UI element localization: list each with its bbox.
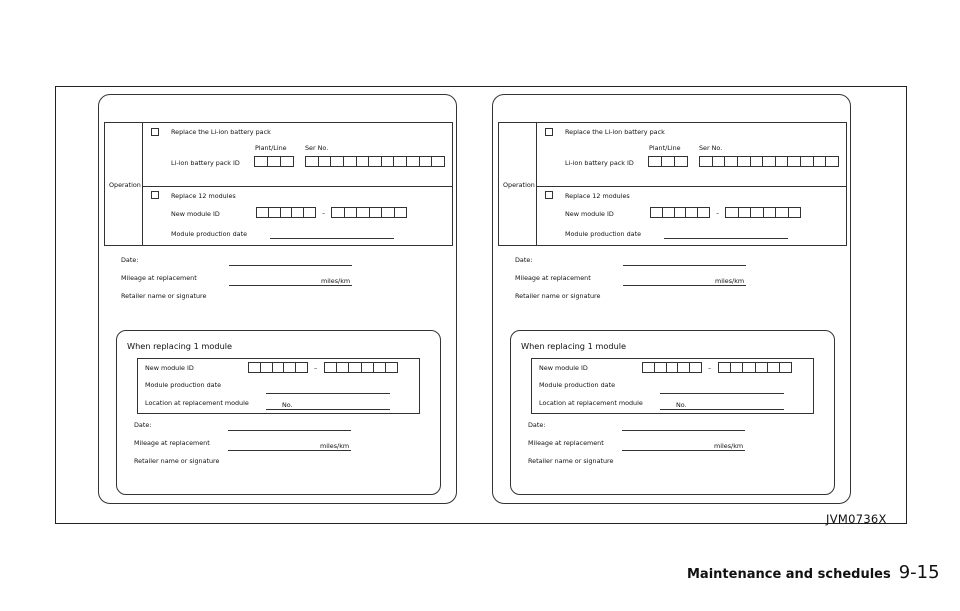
- ser-no-label: Ser No.: [305, 144, 329, 152]
- replace-modules-checkbox[interactable]: [545, 191, 553, 199]
- single-production-date-line[interactable]: [660, 393, 784, 394]
- replace-modules-label: Replace 12 modules: [171, 192, 236, 200]
- mileage-line[interactable]: [229, 285, 352, 286]
- operation-label: Operation: [503, 181, 535, 189]
- pack-id-label: Li-ion battery pack ID: [171, 159, 240, 167]
- ser-no-boxes[interactable]: [305, 156, 445, 167]
- single-mileage-line[interactable]: [622, 450, 745, 451]
- miles-km-label: miles/km: [320, 442, 350, 450]
- operation-divider: [143, 186, 452, 187]
- mileage-label: Mileage at replacement: [134, 439, 210, 447]
- retailer-label: Retailer name or signature: [515, 292, 601, 300]
- date-label: Date:: [528, 421, 546, 429]
- single-module-table: [531, 358, 814, 414]
- single-module-title: When replacing 1 module: [127, 341, 233, 351]
- plant-line-boxes[interactable]: [254, 156, 294, 167]
- date-label: Date:: [134, 421, 152, 429]
- single-date-line[interactable]: [622, 430, 745, 431]
- operation-column: [499, 123, 537, 245]
- mileage-line[interactable]: [623, 285, 746, 286]
- module-production-date-label: Module production date: [145, 381, 222, 389]
- no-label: No.: [676, 401, 687, 409]
- new-module-id-boxes-a[interactable]: [256, 207, 316, 218]
- replace-modules-checkbox[interactable]: [151, 191, 159, 199]
- new-module-id-boxes-a[interactable]: [650, 207, 710, 218]
- replace-pack-checkbox[interactable]: [151, 128, 159, 136]
- no-label: No.: [282, 401, 293, 409]
- new-module-id-boxes-b[interactable]: [725, 207, 801, 218]
- single-mileage-line[interactable]: [228, 450, 351, 451]
- retailer-label: Retailer name or signature: [528, 457, 614, 465]
- operation-table: [104, 122, 453, 246]
- retailer-label: Retailer name or signature: [121, 292, 207, 300]
- new-module-id-boxes-b[interactable]: [331, 207, 407, 218]
- single-module-title: When replacing 1 module: [521, 341, 627, 351]
- miles-km-label: miles/km: [321, 277, 351, 285]
- replace-pack-label: Replace the Li-ion battery pack: [565, 128, 665, 136]
- mileage-label: Mileage at replacement: [121, 274, 197, 282]
- replacement-record-card-right: [492, 94, 851, 504]
- new-module-id-label: New module ID: [565, 210, 614, 218]
- page-number: 9-15: [898, 562, 940, 583]
- operation-divider: [537, 186, 846, 187]
- pack-id-label: Li-ion battery pack ID: [565, 159, 634, 167]
- ser-no-boxes[interactable]: [699, 156, 839, 167]
- location-label: Location at replacement module: [145, 399, 249, 407]
- dash: –: [314, 364, 318, 372]
- plant-line-label: Plant/Line: [649, 144, 681, 152]
- figure-code: JVM0736X: [826, 512, 887, 526]
- date-label: Date:: [121, 256, 139, 264]
- page-footer: [687, 562, 940, 583]
- single-production-date-line[interactable]: [266, 393, 390, 394]
- dash: –: [716, 209, 720, 217]
- replace-pack-label: Replace the Li-ion battery pack: [171, 128, 271, 136]
- date-line[interactable]: [623, 265, 746, 266]
- single-module-id-boxes-a[interactable]: [248, 362, 308, 373]
- single-module-section: [116, 330, 441, 495]
- module-production-date-line[interactable]: [270, 238, 394, 239]
- module-production-date-line[interactable]: [664, 238, 788, 239]
- replace-pack-checkbox[interactable]: [545, 128, 553, 136]
- dash: –: [708, 364, 712, 372]
- mileage-label: Mileage at replacement: [528, 439, 604, 447]
- module-production-date-label: Module production date: [565, 230, 642, 238]
- module-production-date-label: Module production date: [171, 230, 248, 238]
- new-module-id-label: New module ID: [171, 210, 220, 218]
- module-production-date-label: Module production date: [539, 381, 616, 389]
- operation-table: [498, 122, 847, 246]
- operation-label: Operation: [109, 181, 141, 189]
- replacement-record-card-left: [98, 94, 457, 504]
- dash: –: [322, 209, 326, 217]
- mileage-label: Mileage at replacement: [515, 274, 591, 282]
- miles-km-label: miles/km: [714, 442, 744, 450]
- section-title: Maintenance and schedules: [687, 567, 891, 582]
- single-module-section: [510, 330, 835, 495]
- single-module-id-boxes-b[interactable]: [324, 362, 398, 373]
- date-label: Date:: [515, 256, 533, 264]
- operation-column: [105, 123, 143, 245]
- miles-km-label: miles/km: [715, 277, 745, 285]
- single-date-line[interactable]: [228, 430, 351, 431]
- plant-line-label: Plant/Line: [255, 144, 287, 152]
- ser-no-label: Ser No.: [699, 144, 723, 152]
- single-module-table: [137, 358, 420, 414]
- single-module-id-boxes-b[interactable]: [718, 362, 792, 373]
- retailer-label: Retailer name or signature: [134, 457, 220, 465]
- new-module-id-label: New module ID: [145, 364, 194, 372]
- location-label: Location at replacement module: [539, 399, 643, 407]
- replace-modules-label: Replace 12 modules: [565, 192, 630, 200]
- location-line[interactable]: [660, 409, 784, 410]
- date-line[interactable]: [229, 265, 352, 266]
- location-line[interactable]: [266, 409, 390, 410]
- new-module-id-label: New module ID: [539, 364, 588, 372]
- plant-line-boxes[interactable]: [648, 156, 688, 167]
- single-module-id-boxes-a[interactable]: [642, 362, 702, 373]
